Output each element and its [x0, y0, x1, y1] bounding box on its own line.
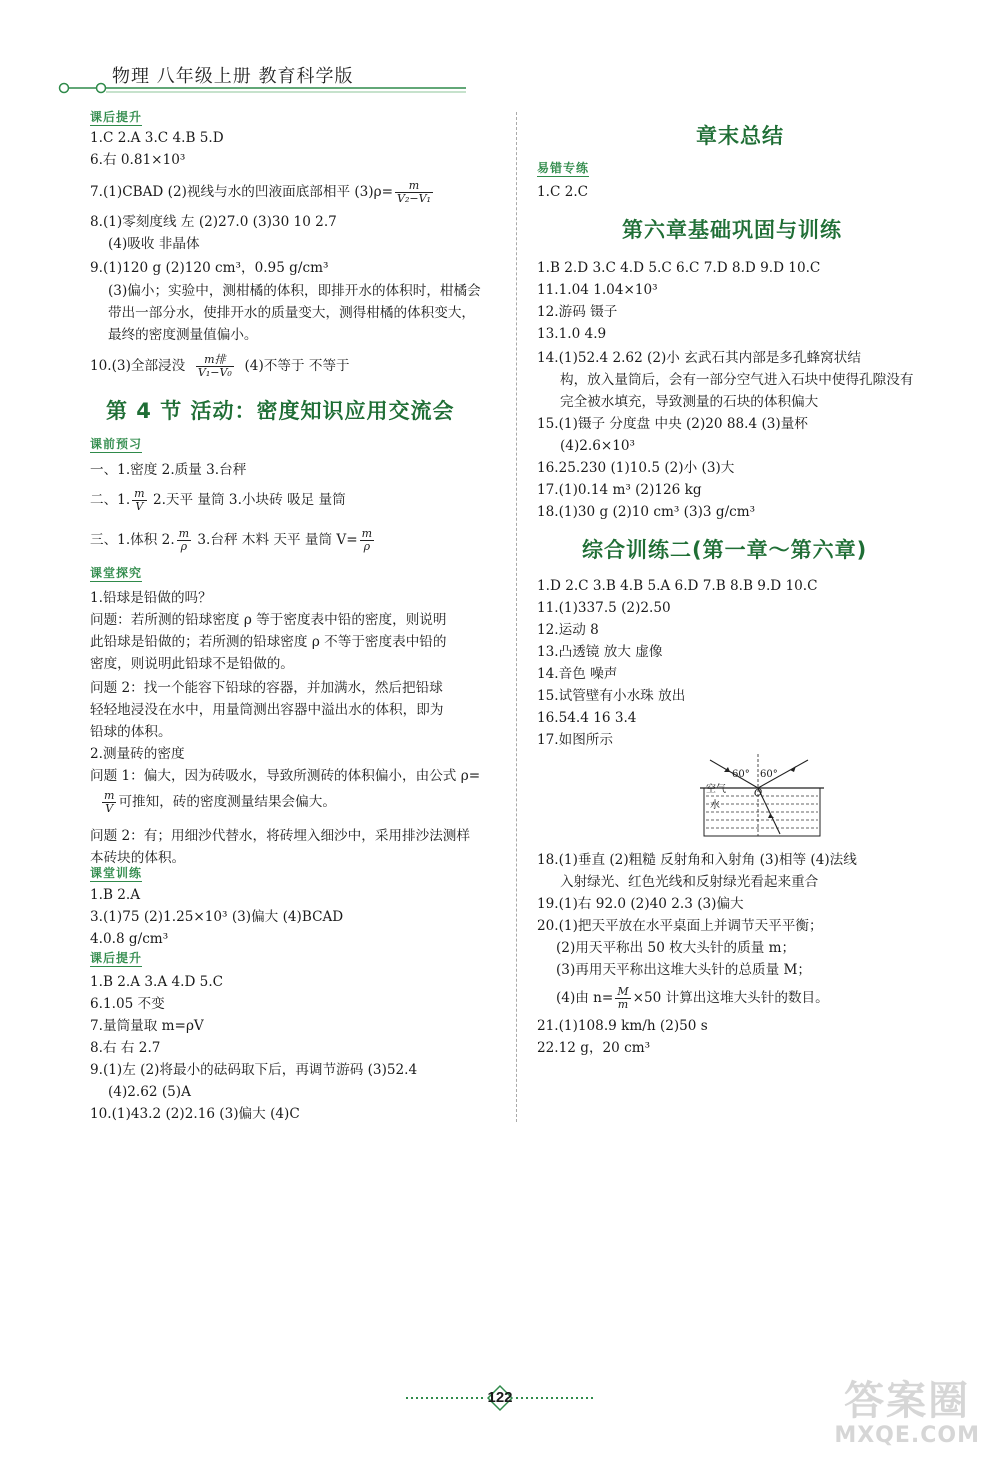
- answer-line: 21.(1)108.9 km/h (2)50 s: [537, 1018, 708, 1034]
- comprehensive-training-heading: 综合训练二(第一章～第六章): [582, 538, 868, 562]
- answer-line: 问题 1：偏大，因为砖吸水，导致所测砖的体积偏小，由公式 ρ=: [90, 768, 481, 784]
- refraction-figure: [700, 752, 824, 838]
- section-heading-4: 第 4 节 活动：密度知识应用交流会: [106, 399, 455, 423]
- fraction-denominator: ρ: [180, 540, 188, 553]
- answer-line: 19.(1)右 92.0 (2)40 2.3 (3)偏大: [537, 896, 744, 912]
- answer-text: 2.天平 量筒 3.小块砖 吸足 量筒: [152, 492, 346, 508]
- answer-line: 14.音色 噪声: [537, 666, 618, 682]
- answer-line: 18.(1)垂直 (2)粗糙 反射角和入射角 (3)相等 (4)法线: [537, 852, 857, 868]
- answer-line: 12.游码 镊子: [537, 304, 618, 320]
- answer-text: 三、1.体积 2.: [90, 532, 175, 548]
- answer-line: 18.(1)30 g (2)10 cm³ (3)3 g/cm³: [537, 504, 756, 520]
- chapter6-heading: 第六章基础巩固与训练: [622, 218, 842, 242]
- answer-line: [90, 180, 435, 205]
- answer-line: 3.(1)75 (2)1.25×10³ (3)偏大 (4)BCAD: [90, 909, 344, 925]
- page-number-badge: [404, 1383, 596, 1413]
- fraction-denominator: V: [135, 500, 144, 513]
- fraction: [132, 488, 146, 513]
- answer-line: 一、1.密度 2.质量 3.台秤: [90, 462, 247, 478]
- fraction: [615, 986, 630, 1011]
- page-number: 122: [487, 1389, 513, 1406]
- fraction: [196, 354, 234, 379]
- answer-line: 13.凸透镜 放大 虚像: [537, 644, 663, 660]
- answer-text: (4)由 n=: [556, 990, 614, 1006]
- answer-line: 此铅球是铅做的；若所测的铅球密度 ρ 不等于密度表中铅的: [90, 634, 447, 650]
- fraction-numerator: m: [134, 487, 145, 500]
- answer-line: 铅球的体积。: [90, 724, 172, 740]
- fraction: [395, 180, 433, 205]
- answer-line: (4)2.62 (5)A: [108, 1084, 191, 1100]
- answer-line: 完全被水填充，导致测量的石块的体积偏大: [560, 394, 819, 410]
- section-label-class-explore: 课堂探究: [90, 566, 143, 580]
- answer-line: 8.右 右 2.7: [90, 1040, 161, 1056]
- fraction: [177, 528, 191, 553]
- answer-line: 入射绿光、红色光线和反射绿光看起来重合: [560, 874, 819, 890]
- fraction-denominator: m: [617, 998, 629, 1011]
- answer-text: 3.台秤 木料 天平 量筒 V=: [197, 532, 358, 548]
- answer-line: 15.(1)镊子 分度盘 中央 (2)20 88.4 (3)量杯: [537, 416, 808, 432]
- answer-line: [90, 354, 350, 379]
- section-label-preview: 课前预习: [90, 437, 143, 451]
- answer-line: 轻轻地浸没在水中，用量筒测出容器中溢出水的体积，即为: [90, 702, 444, 718]
- answer-line: 7.量筒量取 m=ρV: [90, 1018, 204, 1034]
- answer-line: 14.(1)52.4 2.62 (2)小 玄武石其内部是多孔蜂窝状结: [537, 350, 861, 366]
- answer-line: 17.(1)0.14 m³ (2)126 kg: [537, 482, 702, 498]
- fraction-numerator: m: [361, 527, 373, 540]
- fraction-numerator: M: [617, 985, 629, 998]
- answer-line: 16.54.4 16 3.4: [537, 710, 637, 726]
- answer-line: 9.(1)左 (2)将最小的砝码取下后，再调节游码 (3)52.4: [90, 1062, 418, 1078]
- fraction-numerator: m: [178, 527, 190, 540]
- answer-line: 10.(1)43.2 (2)2.16 (3)偏大 (4)C: [90, 1106, 300, 1122]
- answer-line: 1.D 2.C 3.B 4.B 5.A 6.D 7.B 8.B 9.D 10.C: [537, 578, 818, 594]
- column-divider: [516, 112, 517, 1122]
- answer-line: 1.B 2.A: [90, 887, 141, 903]
- answer-line: (2)用天平称出 50 枚大头针的质量 m；: [556, 940, 796, 956]
- answer-line: (4)吸收 非晶体: [108, 236, 200, 252]
- answer-text: 7.(1)CBAD (2)视线与水的凹液面底部相平 (3)ρ=: [90, 184, 393, 200]
- answer-text: 二、1.: [90, 492, 131, 508]
- section-label-error-prone: 易错专练: [537, 161, 590, 175]
- answer-text: (4)不等于 不等于: [244, 358, 350, 374]
- answer-line: (4)2.6×10³: [560, 438, 636, 454]
- answer-line: 带出一部分水，使排开水的质量变大，测得柑橘的体积变大，: [108, 305, 476, 321]
- answer-line: 8.(1)零刻度线 左 (2)27.0 (3)30 10 2.7: [90, 214, 337, 230]
- answer-line: 6.1.05 不变: [90, 996, 165, 1012]
- answer-line: 17.如图所示: [537, 732, 613, 748]
- chapter-summary-heading: 章末总结: [696, 124, 784, 148]
- fraction: [360, 528, 374, 553]
- answer-line: 15.试管壁有小水珠 放出: [537, 688, 686, 704]
- answer-line: 6.右 0.81×10³: [90, 152, 186, 168]
- answer-text: ×50 计算出这堆大头针的数目。: [632, 990, 829, 1006]
- answer-line: (3)再用天平称出这堆大头针的总质量 M；: [556, 962, 811, 978]
- answer-line: 11.(1)337.5 (2)2.50: [537, 600, 671, 616]
- fraction: [102, 790, 116, 815]
- answer-line: (3)偏小；实验中，测柑橘的体积，即排开水的体积时，柑橘会: [108, 283, 481, 299]
- answer-line: 构，放入量筒后，会有一部分空气进入石块中使得孔隙没有: [560, 372, 914, 388]
- answer-line: 最终的密度测量值偏小。: [108, 327, 258, 343]
- angle-label-right: 60°: [760, 769, 778, 780]
- answer-line: 22.12 g，20 cm³: [537, 1040, 651, 1056]
- answer-line: 11.1.04 1.04×10³: [537, 282, 658, 298]
- answer-line: 1.C 2.C: [537, 184, 589, 200]
- fraction-numerator: m: [395, 180, 433, 193]
- answer-line: [100, 790, 336, 815]
- answer-line: 问题 2：找一个能容下铅球的容器，并加满水，然后把铅球: [90, 680, 443, 696]
- answer-line: 1.B 2.A 3.A 4.D 5.C: [90, 974, 224, 990]
- watermark: [834, 1379, 980, 1448]
- section-label-after-class-2: 课后提升: [90, 951, 143, 965]
- watermark-bottom: MXQE.COM: [834, 1423, 980, 1448]
- section-label-class-training: 课堂训练: [90, 866, 143, 880]
- answer-line: [556, 986, 829, 1011]
- page-header-title: 物理 八年级上册 教育科学版: [112, 66, 354, 87]
- answer-line: 13.1.0 4.9: [537, 326, 607, 342]
- answer-text: 可推知，砖的密度测量结果会偏大。: [118, 794, 336, 810]
- answer-line: 16.25.230 (1)10.5 (2)小 (3)大: [537, 460, 735, 476]
- fraction-numerator: m: [104, 789, 115, 802]
- answer-line: 9.(1)120 g (2)120 cm³，0.95 g/cm³: [90, 260, 329, 276]
- answer-line: 问题：若所测的铅球密度 ρ 等于密度表中铅的密度，则说明: [90, 612, 447, 628]
- water-label: 水: [710, 800, 720, 811]
- answer-line: 本砖块的体积。: [90, 850, 186, 866]
- answer-line: [90, 528, 376, 553]
- answer-line: [90, 488, 346, 513]
- air-label: 空气: [706, 784, 726, 795]
- watermark-top: 答案圈: [844, 1378, 971, 1424]
- answer-line: 1.铅球是铅做的吗？: [90, 590, 212, 606]
- angle-label-left: 60°: [732, 769, 750, 780]
- fraction-denominator: V: [105, 802, 114, 815]
- fraction-denominator: V₂−V₁: [397, 192, 431, 205]
- answer-line: 4.0.8 g/cm³: [90, 931, 169, 947]
- answer-line: 密度，则说明此铅球不是铅做的。: [90, 656, 294, 672]
- answer-line: 1.C 2.A 3.C 4.B 5.D: [90, 130, 224, 146]
- section-label-after-class: 课后提升: [90, 110, 143, 124]
- answer-line: 问题 2：有；用细沙代替水，将砖埋入细沙中，采用排沙法测样: [90, 828, 470, 844]
- fraction-denominator: ρ: [363, 540, 371, 553]
- fraction-numerator: m排: [196, 354, 234, 367]
- answer-line: 2.测量砖的密度: [90, 746, 185, 762]
- answer-line: 12.运动 8: [537, 622, 599, 638]
- point-o-label: O: [754, 788, 763, 799]
- answer-text: 10.(3)全部浸没: [90, 358, 186, 374]
- fraction-denominator: V₁−V₀: [197, 366, 232, 379]
- answer-line: 1.B 2.D 3.C 4.D 5.C 6.C 7.D 8.D 9.D 10.C: [537, 260, 821, 276]
- answer-line: 20.(1)把天平放在水平桌面上并调节天平平衡；: [537, 918, 823, 934]
- header-decoration: [56, 80, 468, 100]
